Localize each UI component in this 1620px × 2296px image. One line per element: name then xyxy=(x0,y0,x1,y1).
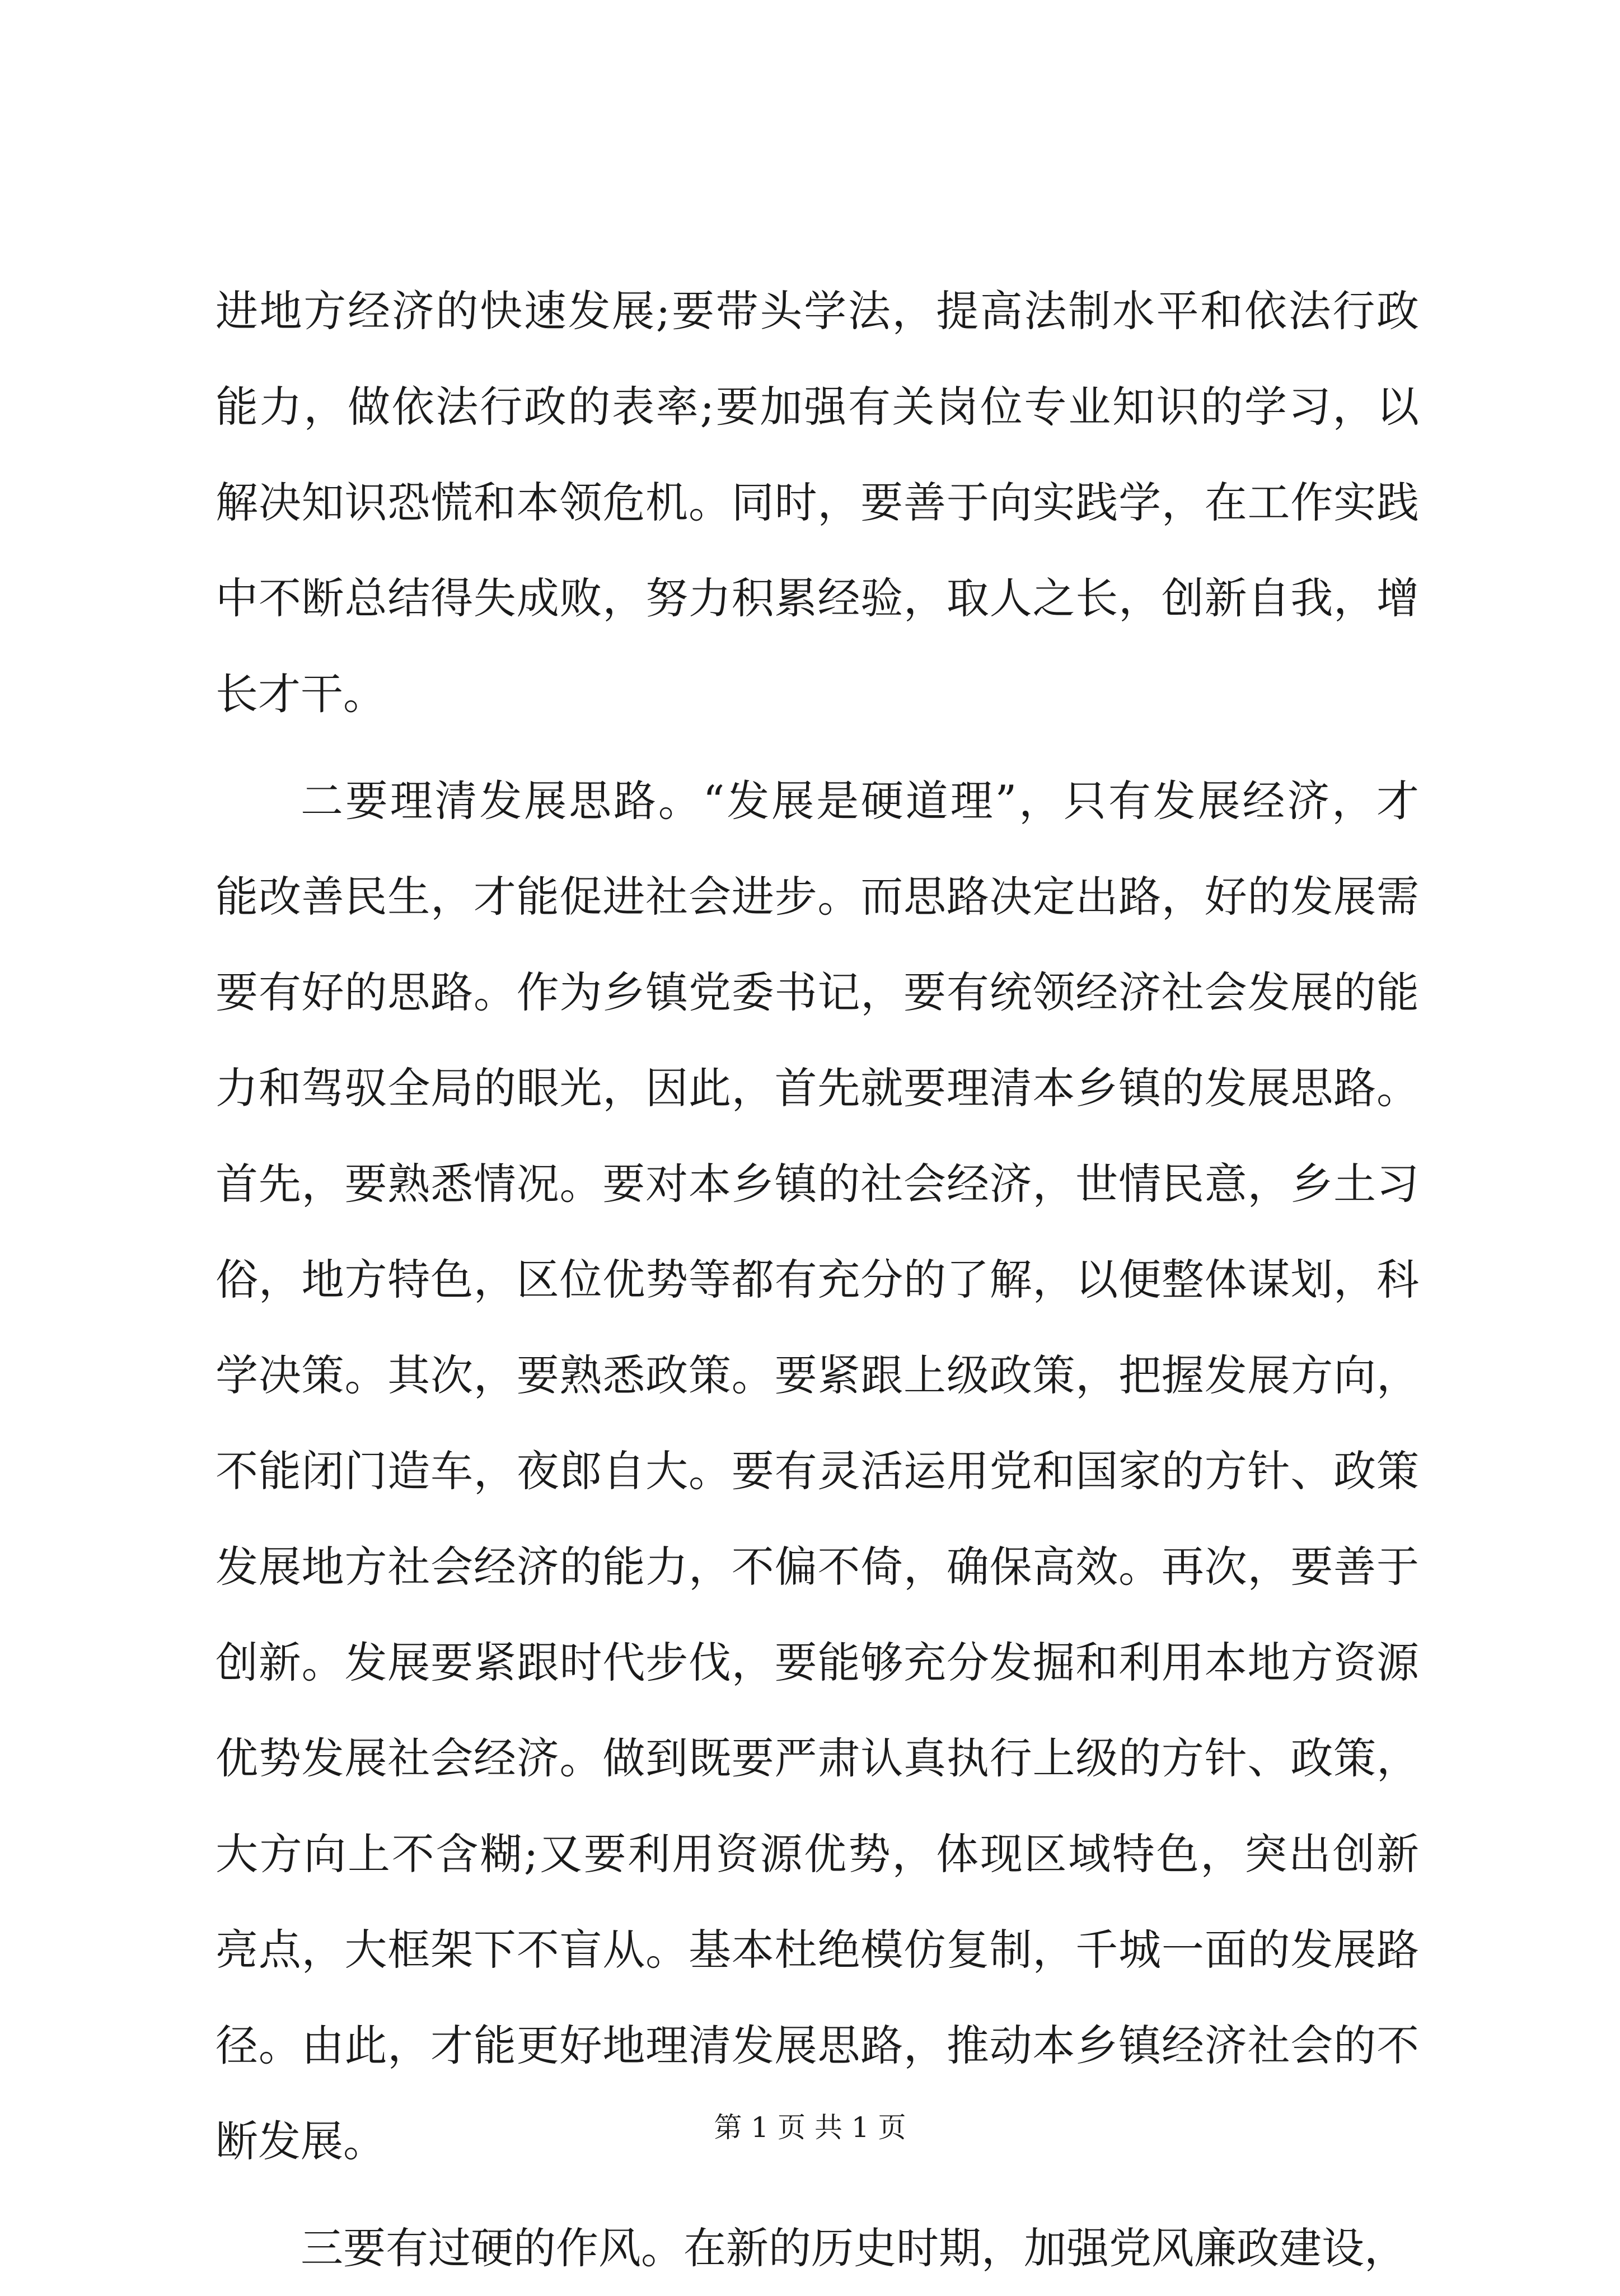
text-line: 长才干。 xyxy=(216,669,386,719)
text-line: 力和驾驭全局的眼光，因此，首先就要理清本乡镇的发展思路。 xyxy=(216,1063,1419,1113)
text-line: 二要理清发展思路。“发展是硬道理”，只有发展经济，才 xyxy=(301,776,1419,826)
text-line: 能改善民生，才能促进社会进步。而思路决定出路，好的发展需 xyxy=(216,872,1419,922)
text-line: 优势发展社会经济。做到既要严肃认真执行上级的方针、政策， xyxy=(216,1733,1419,1783)
text-line: 俗，地方特色，区位优势等都有充分的了解，以便整体谋划，科 xyxy=(216,1255,1419,1304)
page-number-label: 第 1 页 共 1 页 xyxy=(714,2111,906,2144)
document-body xyxy=(216,263,1419,2296)
text-line: 学决策。其次，要熟悉政策。要紧跟上级政策，把握发展方向， xyxy=(216,1350,1419,1400)
paragraph xyxy=(216,263,1419,742)
text-line: 首先，要熟悉情况。要对本乡镇的社会经济，世情民意，乡土习 xyxy=(216,1159,1419,1209)
text-line: 创新。发展要紧跟时代步伐，要能够充分发掘和利用本地方资源 xyxy=(216,1638,1419,1687)
text-line: 中不断总结得失成败，努力积累经验，取人之长，创新自我，增 xyxy=(216,573,1419,623)
text-line: 不能闭门造车，夜郎自大。要有灵活运用党和国家的方针、政策 xyxy=(216,1446,1419,1496)
text-line: 径。由此，才能更好地理清发展思路，推动本乡镇经济社会的不 xyxy=(216,2021,1419,2070)
text-line: 进地方经济的快速发展;要带头学法，提高法制水平和依法行政 xyxy=(216,286,1419,336)
text-line: 大方向上不含糊;又要利用资源优势，体现区域特色，突出创新 xyxy=(216,1829,1419,1879)
text-line: 亮点，大框架下不盲从。基本杜绝模仿复制，千城一面的发展路 xyxy=(216,1925,1419,1975)
text-line: 三要有过硬的作风。在新的历史时期，加强党风廉政建设， xyxy=(301,2223,1407,2273)
text-line: 能力，做依法行政的表率;要加强有关岗位专业知识的学习，以 xyxy=(216,382,1419,432)
page-footer xyxy=(0,2111,1620,2144)
paragraph xyxy=(216,2200,1419,2296)
text-line: 断发展。 xyxy=(216,2116,386,2166)
text-line: 发展地方社会经济的能力，不偏不倚，确保高效。再次，要善于 xyxy=(216,1542,1419,1592)
text-line: 解决知识恐慌和本领危机。同时，要善于向实践学，在工作实践 xyxy=(216,478,1419,527)
paragraph xyxy=(216,753,1419,2189)
text-line: 要有好的思路。作为乡镇党委书记，要有统领经济社会发展的能 xyxy=(216,967,1419,1017)
